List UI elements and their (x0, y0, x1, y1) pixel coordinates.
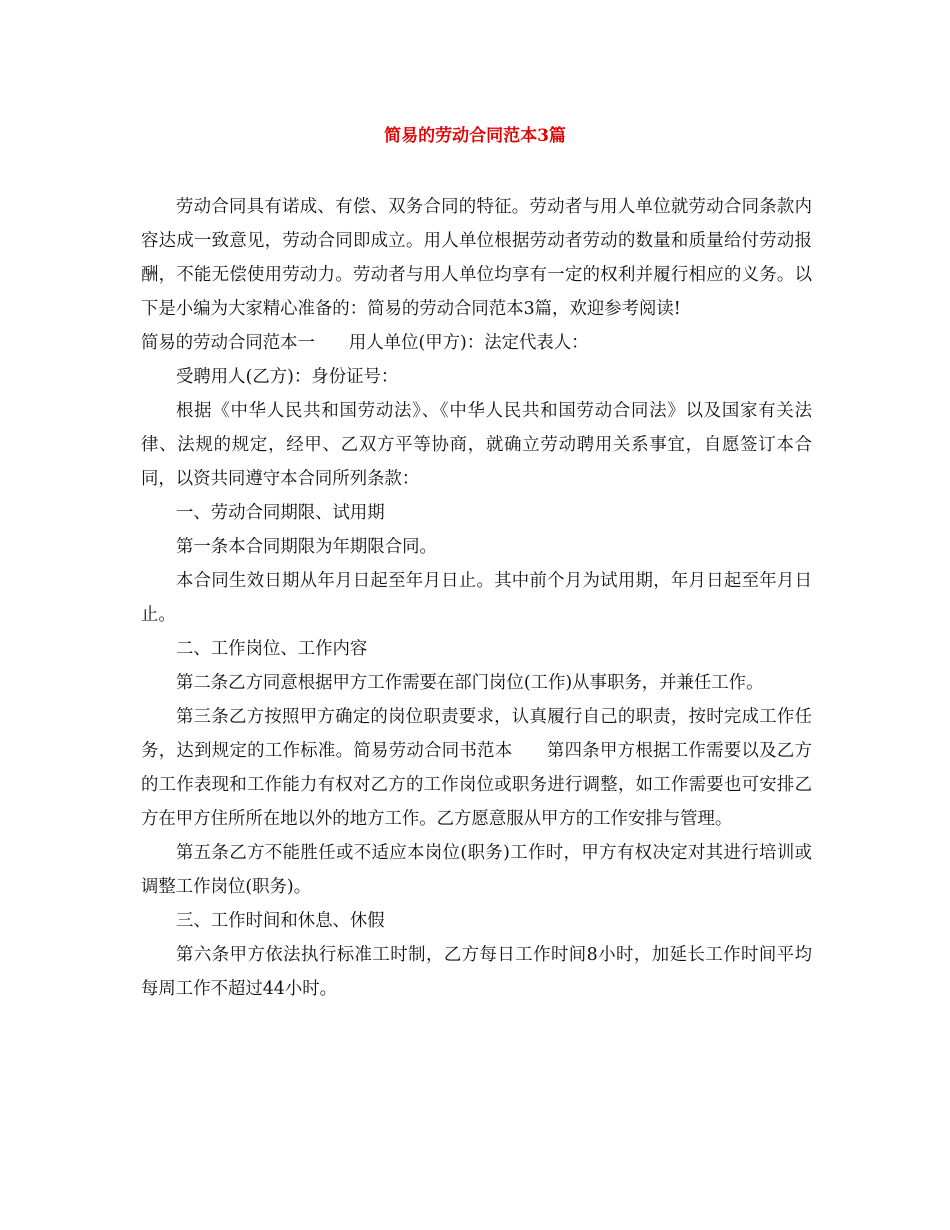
section-one-heading: 简易的劳动合同范本一 (141, 333, 315, 353)
effective-date-paragraph: 本合同生效日期从年月日起至年月日止。其中前个月为试用期，年月日起至年月日止。 (141, 571, 812, 625)
article-four: 第四条甲方根据工作需要以及乙方的工作表现和工作能力有权对乙方的工作岗位或职务进行调整，如工作需要也可安排乙方在甲方住所所在地以外的地方工作。乙方愿意服从甲方的工作安排与管理。 (141, 741, 812, 829)
section-heading-position: 二、工作岗位、工作内容 (176, 639, 368, 659)
section-heading-term: 一、劳动合同期限、试用期 (176, 503, 385, 523)
section-heading-hours: 三、工作时间和休息、休假 (176, 911, 385, 931)
article-one: 第一条本合同期限为年期限合同。 (176, 537, 437, 557)
article-two: 第二条乙方同意根据甲方工作需要在部门岗位(工作)从事职务，并兼任工作。 (176, 673, 764, 693)
document-body (141, 190, 812, 1006)
legal-basis-paragraph: 根据《中华人民共和国劳动法》、《中华人民共和国劳动合同法》以及国家有关法律、法规的规定，经甲、乙双方平等协商，就确立劳动聘用关系事宜，自愿签订本合同，以资共同遵守本合同所列条款： (141, 401, 812, 489)
section-one-line (141, 326, 812, 360)
article-six: 第六条甲方依法执行标准工时制，乙方每日工作时间8小时，加延长工作时间平均每周工作不超过44小时。 (141, 945, 812, 999)
party-b-line: 受聘用人(乙方)：身份证号： (176, 367, 399, 387)
party-a-line: 用人单位(甲方)：法定代表人： (348, 333, 589, 353)
article-five: 第五条乙方不能胜任或不适应本岗位(职务)工作时，甲方有权决定对其进行培训或调整工作岗位(职务)。 (141, 843, 812, 897)
article-three-four-paragraph (141, 700, 812, 836)
document-title: 简易的劳动合同范本3篇 (384, 126, 566, 146)
intro-paragraph: 劳动合同具有诺成、有偿、双务合同的特征。劳动者与用人单位就劳动合同条款内容达成一致意见，劳动合同即成立。用人单位根据劳动者劳动的数量和质量给付劳动报酬，不能无偿使用劳动力。劳动者与用人单位均享有一定的权利并履行相应的义务。以下是小编为大家精心准备的：简易的劳动合同范本3篇，欢迎参考阅读! (141, 197, 812, 319)
article-three: 第三条乙方按照甲方确定的岗位职责要求，认真履行自己的职责，按时完成工作任务，达到规定的工作标准。简易劳动合同书范本 (141, 707, 812, 761)
